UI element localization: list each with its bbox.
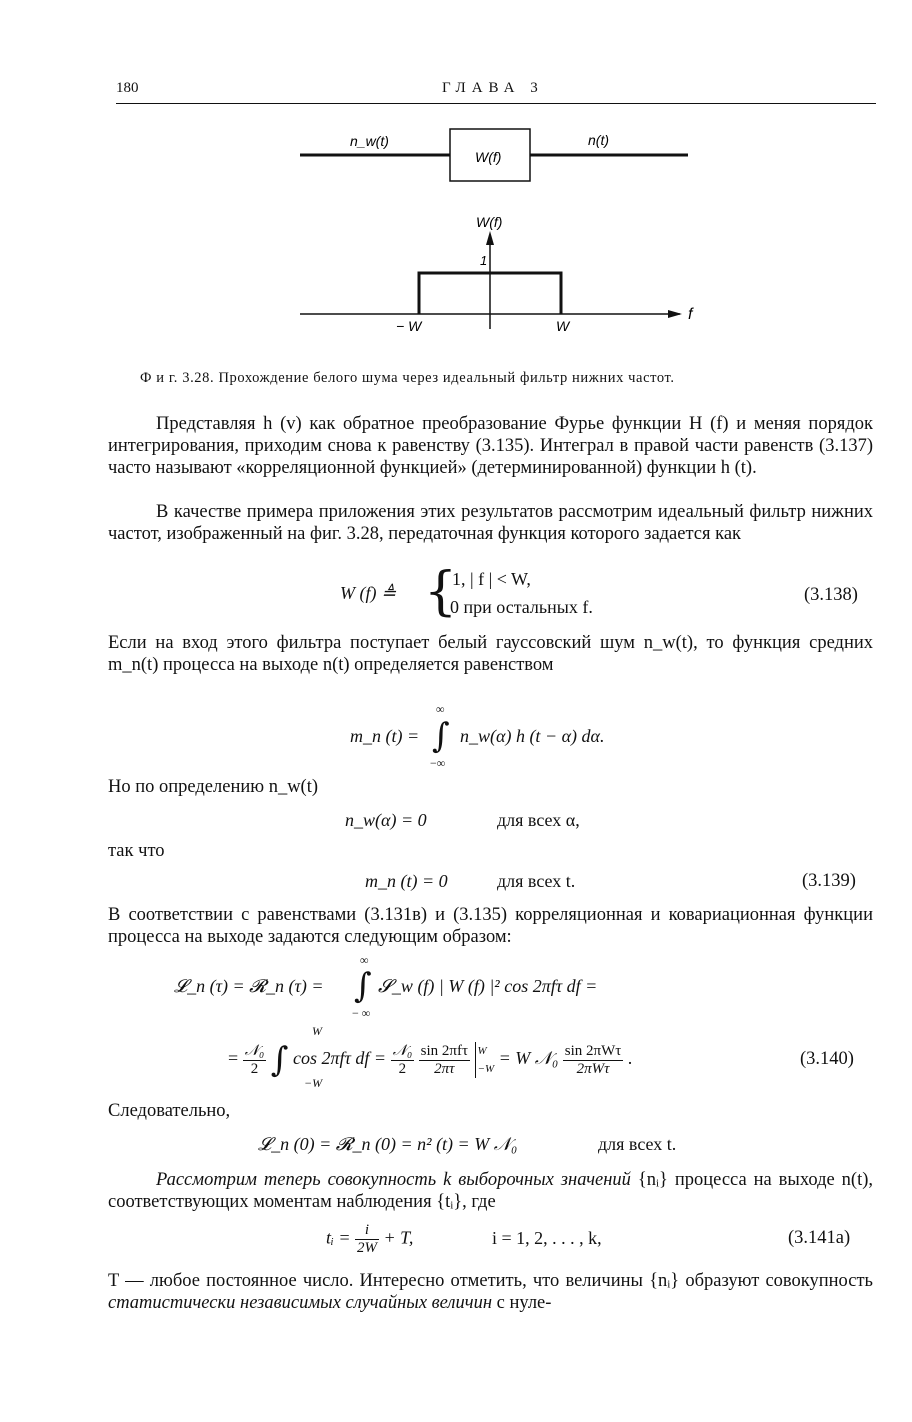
eq-3-138-lhs: W (f) ≜ xyxy=(340,583,397,603)
integral-sign: ∫ xyxy=(432,716,450,756)
eval-bar: W −W xyxy=(475,1042,495,1078)
eq-3-140-integral2: ∫ xyxy=(270,1040,289,1080)
frac-n0-b: 𝒩₀ xyxy=(392,1042,413,1059)
paragraph-8-italic: Рассмотрим теперь совокупность k выборочных значений xyxy=(156,1170,631,1190)
plot-minus-w: − W xyxy=(396,318,422,334)
paragraph-6: В соответствии с равенствами (3.131в) и (3.135) корреляционная и ковариационная функции процесса на выходе задаются следующим образом: xyxy=(108,905,873,947)
frac-two-b: 2 xyxy=(398,1060,407,1077)
paragraph-8-rest: {nᵢ} процесса на выходе n(t), соответствующих моментам наблюдения {tᵢ}, где xyxy=(108,1170,873,1212)
eq-3-140-int2-upper: W xyxy=(312,1024,322,1038)
eq-3-140-mid: = W 𝒩₀ xyxy=(498,1048,559,1069)
eq-3-140-cos: cos 2πfτ df = xyxy=(292,1048,387,1069)
eq-3-139-number: (3.139) xyxy=(802,871,856,891)
eq-3-140-int1-upper: ∞ xyxy=(360,953,369,967)
figure-3-28 xyxy=(290,115,710,345)
paragraph-9-end: с нуле- xyxy=(496,1293,552,1313)
eq-3-140-int2-lower: −W xyxy=(304,1076,323,1090)
plot-plus-w: W xyxy=(556,318,570,334)
paragraph-9-italic: статистически независимых случайных величин xyxy=(108,1293,493,1313)
eq-3-138-number: (3.138) xyxy=(804,585,858,605)
eq-3-141a: tᵢ = $\frac{i}{2W}$ + T, xyxy=(326,1222,414,1256)
eq-3-140-line1-lhs: 𝓛_n (τ) = 𝓡_n (τ) = xyxy=(174,976,324,996)
figure-caption: Ф и г. 3.28. Прохождение белого шума через идеальный фильтр нижних частот. xyxy=(140,370,675,386)
eq-3-141a-number: (3.141a) xyxy=(788,1228,851,1248)
eq-3-141a-cond: i = 1, 2, . . . , k, xyxy=(492,1228,602,1248)
paragraph-1: Представляя h (v) как обратное преобразование Фурье функции H (f) и меняя порядок интегрирования, приходим снова к равенству (3.135). Интеграл в правой части равенств (3.137) часто называют «корреляционной функцией» (детерминированной) функции h (t). xyxy=(108,414,873,478)
paragraph-4: Но по определению n_w(t) xyxy=(108,777,319,797)
f-axis-arrow xyxy=(668,310,682,318)
eq-zero-mean-cond: для всех α, xyxy=(497,810,580,830)
output-label: n(t) xyxy=(588,132,609,148)
w-axis-arrow xyxy=(486,231,494,245)
running-head: ГЛАВА 3 xyxy=(442,80,544,96)
paragraph-2: В качестве примера приложения этих результатов рассмотрим идеальный фильтр нижних частот, изображенный на фиг. 3.28, передаточная функция которого задается как xyxy=(108,502,873,544)
input-label: n_w(t) xyxy=(350,133,389,149)
eq-3-140-line1-rhs: 𝓢_w (f) | W (f) |² cos 2πfτ df = xyxy=(378,976,598,996)
plot-level-label: 1 xyxy=(480,253,488,268)
eq-3-140-line2: = $\frac{\text{𝒩₀}}{2}$ ∫ cos 2πfτ df = $\frac{\text{𝒩₀}}{2}$ $\frac{\text{sin 2πfτ}}{2\pi\tau}$ W −W = W 𝒩₀ $\frac{\text{sin 2πWτ}}{\text{2πWτ}}$ . xyxy=(228,1040,633,1080)
eq-3-140-integral1: ∫ xyxy=(354,966,372,1006)
page-number: 180 xyxy=(116,80,139,96)
paragraph-8 xyxy=(108,1169,873,1213)
eq-3-139: m_n (t) = 0 xyxy=(365,871,448,891)
eq-3-140-int1-lower: − ∞ xyxy=(352,1006,371,1020)
header-rule xyxy=(116,103,876,104)
int-upper: ∞ xyxy=(436,702,445,716)
frac-2piwtau: 2πWτ xyxy=(576,1060,610,1077)
eq-3-140-number: (3.140) xyxy=(800,1049,854,1069)
eq-zero-mean: n_w(α) = 0 xyxy=(345,810,427,830)
eq-mean-lhs: m_n (t) = xyxy=(350,726,420,746)
plot-xaxis-label: f xyxy=(688,306,693,323)
frac-sin-w: sin 2πWτ xyxy=(564,1042,622,1059)
eq-3-138-case1: 1, | f | < W, xyxy=(452,569,531,589)
frac-two: 2 xyxy=(250,1060,259,1077)
eq-3-138-brace: { xyxy=(424,562,458,622)
frac-sin: sin 2πfτ xyxy=(420,1042,469,1059)
eq-3-138-case2: 0 при остальных f. xyxy=(450,597,593,617)
eq-mean-rhs: n_w(α) h (t − α) dα. xyxy=(460,726,605,746)
frac-n0: 𝒩₀ xyxy=(244,1042,265,1059)
eq-3-139-cond: для всех t. xyxy=(497,871,576,891)
int-lower: −∞ xyxy=(430,756,446,770)
paragraph-5: так что xyxy=(108,841,165,861)
paragraph-9-start: T — любое постоянное число. Интересно отметить, что величины {nᵢ} образуют совокупность xyxy=(108,1271,873,1291)
eq-variance-cond: для всех t. xyxy=(598,1134,677,1154)
block-label: W(f) xyxy=(475,149,502,165)
frac-2pitau: 2πτ xyxy=(434,1060,455,1077)
paragraph-7: Следовательно, xyxy=(108,1101,231,1121)
eq-variance: 𝓛_n (0) = 𝓡_n (0) = n² (t) = W 𝒩₀ xyxy=(258,1134,518,1154)
paragraph-9 xyxy=(108,1270,873,1314)
plot-ylabel: W(f) xyxy=(476,214,503,230)
paragraph-3: Если на вход этого фильтра поступает белый гауссовский шум n_w(t), то функция средних m_n(t) процесса на выходе n(t) определяется равенством xyxy=(108,633,873,675)
